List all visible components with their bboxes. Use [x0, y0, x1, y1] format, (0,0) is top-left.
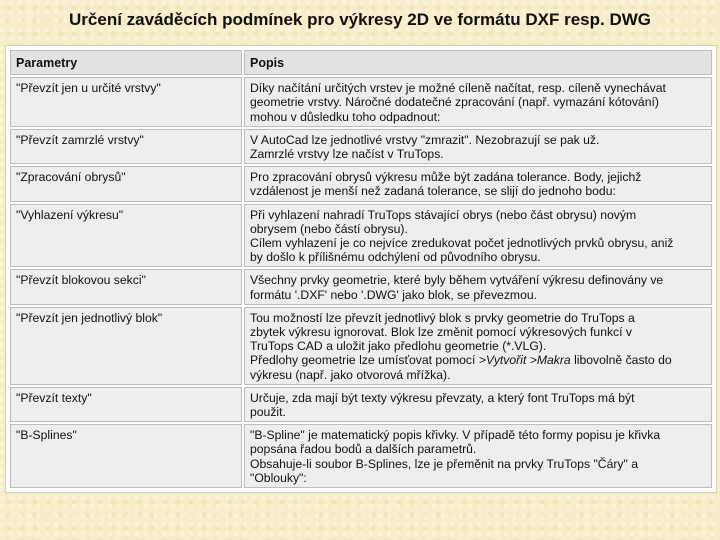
description-line: Všechny prvky geometrie, které byly během vytváření výkresu definovány ve [250, 273, 664, 288]
description-line: "B-Spline" je matematický popis křivky. V případě této formy popisu je křivka [250, 428, 661, 443]
description-line [250, 353, 706, 367]
description-cell [244, 77, 712, 127]
header-parametry: Parametry [10, 50, 242, 75]
description-line: Určuje, zda mají být texty výkresu převzaty, a který font TruTops má být [250, 390, 635, 405]
table-row [10, 77, 712, 127]
description-line-start: Předlohy geometrie lze umísťovat pomocí [250, 353, 479, 368]
description-line: Zamrzlé vrstvy lze načíst v TruTops. [250, 147, 444, 162]
description-line: by došlo k přílišnému odchýlení od původního obrysu. [250, 250, 541, 265]
description-line: TruTops CAD a uložit jako předlohu geometrie (*.VLG). [250, 339, 547, 354]
table-row [10, 129, 712, 164]
description-cell [244, 424, 712, 488]
description-line: použit. [250, 405, 286, 420]
description-cell [244, 166, 712, 201]
description-line: Cílem vyhlazení je co nejvíce zredukovat počet jednotlivých prvků obrysu, aniž [250, 236, 674, 251]
table-row [10, 269, 712, 304]
param-cell: "B-Splines" [10, 424, 242, 488]
table-header-row [10, 50, 712, 75]
description-line: výkresu (např. jako otvorová mřížka). [250, 367, 451, 382]
description-cell [244, 307, 712, 385]
param-cell: "Převzít texty" [10, 387, 242, 422]
page-title: Určení zaváděcích podmínek pro výkresy 2D ve formátu DXF resp. DWG [69, 10, 651, 29]
description-cell [244, 204, 712, 268]
description-line: Tou možností lze převzít jednotlivý blok s prvky geometrie do TruTops a [250, 310, 635, 325]
table-row [10, 307, 712, 385]
table-row [10, 166, 712, 201]
description-line: mohou v důsledku toho odpadnout: [250, 109, 441, 124]
description-line: geometrie vrstvy. Náročné dodatečné zpracování (např. vymazání kótování) [250, 95, 659, 110]
description-line-end: libovolně často do [570, 353, 672, 368]
description-line: "Oblouky": [250, 470, 307, 485]
description-cell [244, 387, 712, 422]
param-cell: "Převzít zamrzlé vrstvy" [10, 129, 242, 164]
param-cell: "Převzít blokovou sekci" [10, 269, 242, 304]
parameters-table-container [6, 46, 716, 492]
description-line: Při vyhlazení nahradí TruTops stávající obrys (nebo část obrysu) novým [250, 207, 637, 222]
parameters-table [8, 48, 714, 490]
table-row [10, 387, 712, 422]
description-line: Obsahuje-li soubor B-Splines, lze je přeměnit na prvky TruTops "Čáry" a [250, 456, 638, 471]
param-cell: "Převzít jen u určité vrstvy" [10, 77, 242, 127]
description-line: V AutoCad lze jednotlivé vrstvy "zmrazit". Nezobrazují se pak už. [250, 132, 600, 147]
menu-path-text: >Vytvořit >Makra [478, 353, 571, 368]
param-cell: "Vyhlazení výkresu" [10, 204, 242, 268]
table-row [10, 204, 712, 268]
description-line: zbytek výkresu ignorovat. Blok lze změnit pomocí výkresových funkcí v [250, 325, 633, 340]
description-line: popsána řadou bodů a dalších parametrů. [250, 442, 477, 457]
description-cell [244, 269, 712, 304]
description-line: Díky načítání určitých vrstev je možné cíleně načítat, resp. cíleně vynechávat [250, 81, 666, 96]
param-cell: "Zpracování obrysů" [10, 166, 242, 201]
description-line: Pro zpracování obrysů výkresu může být zadána tolerance. Body, jejichž [250, 170, 642, 185]
description-line: obrysem (nebo částí obrysu). [250, 221, 408, 236]
description-line: vzdálenost je menší než zadaná tolerance, se slijí do jednoho bodu: [250, 184, 616, 199]
header-popis: Popis [244, 50, 712, 75]
param-cell: "Převzít jen jednotlivý blok" [10, 307, 242, 385]
table-row [10, 424, 712, 488]
description-line: formátu '.DXF' nebo '.DWG' jako blok, se převezmou. [250, 287, 538, 302]
description-cell [244, 129, 712, 164]
